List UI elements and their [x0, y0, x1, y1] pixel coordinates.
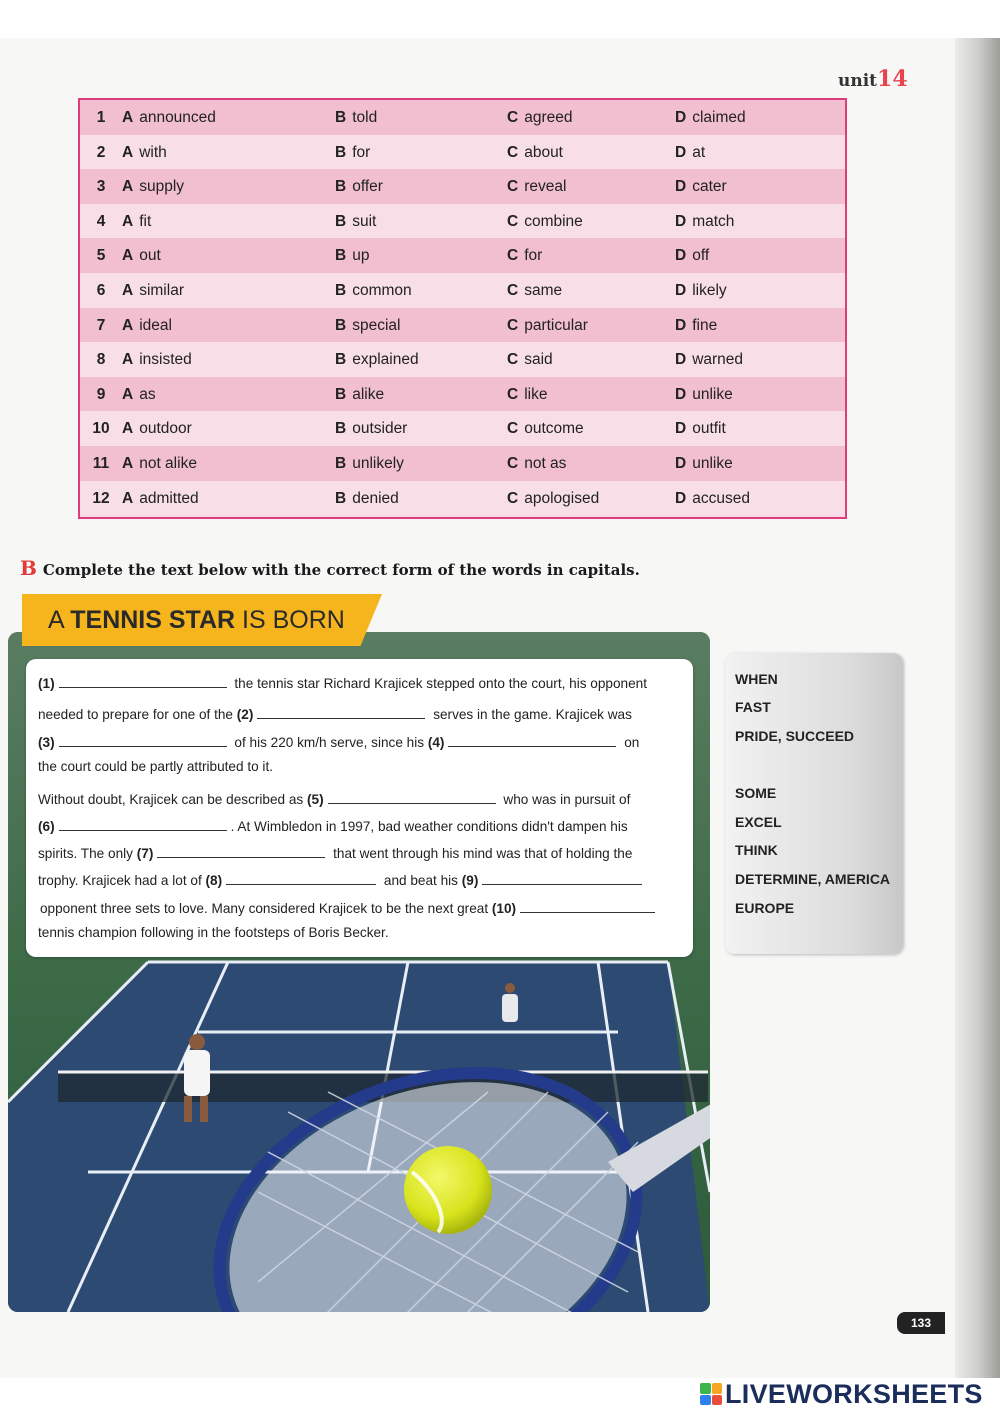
page-edge — [955, 38, 1000, 1378]
option-letter: D — [675, 281, 687, 299]
option-text: suit — [352, 212, 377, 230]
option-letter: A — [122, 351, 134, 369]
options-table — [78, 98, 847, 519]
option-choice[interactable] — [675, 213, 734, 231]
passage-box — [26, 659, 693, 957]
option-choice[interactable] — [122, 213, 151, 231]
gap-9-blank[interactable] — [482, 871, 642, 885]
passage-line-9 — [40, 899, 659, 916]
option-letter: D — [675, 178, 687, 196]
option-choice[interactable] — [507, 317, 588, 335]
option-choice[interactable] — [507, 213, 583, 231]
option-text: reveal — [524, 178, 567, 196]
option-letter: D — [675, 385, 687, 403]
option-letter: B — [335, 143, 347, 161]
option-choice[interactable] — [675, 455, 733, 473]
option-choice[interactable] — [122, 109, 216, 127]
gap-number-9: (9) — [461, 873, 479, 888]
option-letter: B — [335, 109, 347, 126]
option-choice[interactable] — [122, 282, 184, 300]
capital-word: DETERMINE, AMERICA — [735, 871, 891, 887]
capital-word: EXCEL — [735, 814, 782, 830]
passage-line-3 — [38, 733, 639, 750]
section-instruction: Complete the text below with the correct form of the words in capitals. — [42, 561, 640, 579]
option-letter: D — [675, 489, 687, 507]
option-letter: D — [675, 420, 687, 438]
option-choice[interactable] — [675, 282, 727, 300]
option-text: told — [352, 109, 378, 126]
option-choice[interactable] — [675, 144, 705, 162]
option-text: explained — [352, 351, 419, 369]
option-text: combine — [524, 212, 583, 230]
option-letter: C — [507, 420, 519, 438]
option-text: at — [692, 143, 706, 161]
option-text: warned — [692, 351, 744, 369]
gap-6-blank[interactable] — [59, 817, 227, 831]
option-choice[interactable] — [507, 282, 562, 300]
option-choice[interactable] — [675, 351, 743, 369]
option-choice[interactable] — [122, 178, 184, 196]
passage-text: and beat his — [383, 873, 458, 888]
option-text: about — [524, 143, 563, 161]
passage-line-10 — [38, 925, 389, 940]
passage-text: that went through his mind was that of holding the — [333, 846, 633, 861]
options-row — [80, 135, 845, 170]
option-text: alike — [352, 385, 385, 403]
option-letter: A — [122, 316, 134, 334]
gap-number-5: (5) — [307, 792, 324, 807]
option-letter: C — [507, 247, 519, 265]
section-letter: B — [20, 556, 37, 580]
option-text: as — [139, 385, 156, 403]
option-choice[interactable] — [122, 420, 192, 438]
question-number: 12 — [92, 489, 110, 507]
option-choice[interactable] — [507, 109, 572, 127]
gap-7-blank[interactable] — [157, 844, 325, 858]
logo-grid-icon — [700, 1383, 722, 1405]
question-number: 1 — [96, 109, 106, 126]
logo-text: LIVEWORKSHEETS — [725, 1378, 983, 1409]
question-number: 3 — [96, 178, 106, 196]
option-letter: A — [122, 489, 134, 507]
option-choice[interactable] — [675, 490, 750, 508]
option-choice[interactable] — [335, 386, 384, 404]
options-row — [80, 411, 845, 446]
option-choice[interactable] — [335, 144, 370, 162]
option-letter: D — [675, 454, 687, 472]
option-letter: D — [675, 109, 687, 126]
title-part-3: IS BORN — [242, 606, 345, 634]
option-letter: D — [675, 316, 687, 334]
option-text: outfit — [692, 420, 726, 438]
option-choice[interactable] — [335, 247, 369, 265]
option-letter: C — [507, 316, 519, 334]
option-text: agreed — [524, 109, 573, 126]
question-number: 11 — [92, 454, 110, 472]
option-text: admitted — [139, 489, 199, 507]
option-choice[interactable] — [335, 317, 400, 335]
option-letter: B — [335, 351, 347, 369]
option-text: cater — [692, 178, 727, 196]
option-choice[interactable] — [507, 144, 563, 162]
gap-number-7: (7) — [136, 846, 154, 861]
option-letter: D — [675, 247, 687, 265]
option-choice[interactable] — [507, 247, 542, 265]
option-choice[interactable] — [675, 178, 727, 196]
option-choice[interactable] — [335, 351, 419, 369]
passage-text: opponent three sets to love. Many considered Krajicek to be the next great — [40, 901, 489, 916]
gap-number-10: (10) — [491, 901, 517, 916]
question-number: 6 — [96, 281, 106, 299]
question-number: 7 — [96, 316, 106, 334]
option-letter: A — [122, 212, 134, 230]
option-letter: A — [122, 109, 134, 126]
option-choice[interactable] — [122, 351, 192, 369]
gap-number-3: (3) — [38, 735, 55, 750]
option-letter: C — [507, 454, 519, 472]
option-text: particular — [524, 316, 588, 334]
capital-word: PRIDE, SUCCEED — [735, 728, 855, 744]
option-letter: A — [122, 281, 134, 299]
question-number: 10 — [92, 420, 110, 438]
passage-line-7 — [38, 844, 632, 861]
option-text: announced — [139, 109, 216, 126]
passage-text: tennis champion following in the footsteps of Boris Becker. — [38, 925, 389, 940]
option-choice[interactable] — [122, 144, 167, 162]
option-choice[interactable] — [335, 109, 377, 127]
title-text — [48, 606, 345, 635]
option-text: unlike — [692, 385, 733, 403]
option-choice[interactable] — [335, 490, 399, 508]
option-letter: C — [507, 143, 519, 161]
passage-text: serves in the game. Krajicek was — [433, 707, 632, 722]
option-text: accused — [692, 489, 750, 507]
capital-word: FAST — [735, 699, 771, 715]
option-choice[interactable] — [122, 386, 156, 404]
option-choice[interactable] — [675, 386, 733, 404]
option-text: unlike — [692, 454, 733, 472]
option-choice[interactable] — [335, 455, 404, 473]
options-row — [80, 100, 845, 135]
option-choice[interactable] — [335, 213, 376, 231]
option-letter: C — [507, 385, 519, 403]
option-letter: C — [507, 281, 519, 299]
option-text: out — [139, 247, 161, 265]
gap-number-2: (2) — [236, 707, 254, 722]
option-choice[interactable] — [335, 282, 412, 300]
gap-4-blank[interactable] — [448, 733, 616, 747]
option-letter: B — [335, 385, 347, 403]
option-letter: A — [122, 178, 134, 196]
option-text: like — [524, 385, 548, 403]
option-text: with — [139, 143, 167, 161]
question-number: 4 — [96, 212, 106, 230]
options-row — [80, 204, 845, 239]
unit-prefix: unit — [838, 71, 878, 91]
passage-text: spirits. The only — [38, 846, 133, 861]
passage-text: the tennis star Richard Krajicek stepped onto the court, his opponent — [234, 676, 647, 691]
option-letter: C — [507, 489, 519, 507]
capital-word: SOME — [735, 785, 777, 801]
option-letter: B — [335, 316, 347, 334]
options-row — [80, 273, 845, 308]
option-choice[interactable] — [675, 247, 709, 265]
option-letter: B — [335, 212, 347, 230]
passage-text: on — [624, 735, 640, 750]
option-text: apologised — [524, 489, 600, 507]
passage-text: the court could be partly attributed to it. — [38, 759, 274, 774]
option-text: common — [352, 281, 412, 299]
options-row — [80, 481, 845, 516]
logo-square — [700, 1395, 711, 1406]
passage-line-1 — [38, 674, 647, 691]
option-letter: D — [675, 212, 687, 230]
option-letter: B — [335, 489, 347, 507]
option-choice[interactable] — [507, 386, 547, 404]
passage-text: . At Wimbledon in 1997, bad weather conditions didn't dampen his — [230, 819, 628, 834]
passage-line-4 — [38, 759, 273, 774]
option-letter: D — [675, 351, 687, 369]
options-row — [80, 169, 845, 204]
options-row — [80, 446, 845, 481]
option-letter: C — [507, 109, 519, 126]
option-text: similar — [139, 281, 184, 299]
logo-square — [712, 1383, 723, 1394]
unit-label — [838, 66, 908, 92]
option-letter: C — [507, 212, 519, 230]
gap-number-6: (6) — [38, 819, 55, 834]
option-choice[interactable] — [122, 317, 172, 335]
option-choice[interactable] — [507, 490, 599, 508]
option-letter: A — [122, 454, 134, 472]
gap-5-blank[interactable] — [328, 790, 496, 804]
option-text: for — [352, 143, 371, 161]
logo-square — [700, 1383, 711, 1394]
options-row — [80, 377, 845, 412]
option-text: outsider — [352, 420, 408, 438]
option-text: offer — [352, 178, 383, 196]
option-text: supply — [139, 178, 185, 196]
passage-text: of his 220 km/h serve, since his — [234, 735, 425, 750]
option-letter: B — [335, 420, 347, 438]
liveworksheets-logo[interactable] — [700, 1380, 983, 1408]
option-text: unlikely — [352, 454, 404, 472]
option-text: denied — [352, 489, 399, 507]
options-row — [80, 308, 845, 343]
option-letter: A — [122, 247, 134, 265]
options-row — [80, 238, 845, 273]
option-text: off — [692, 247, 710, 265]
title-part-2: TENNIS STAR — [70, 606, 236, 634]
question-number: 2 — [96, 143, 106, 161]
option-text: fine — [692, 316, 718, 334]
option-choice[interactable] — [122, 247, 161, 265]
option-text: outcome — [524, 420, 584, 438]
gap-1-blank[interactable] — [59, 674, 227, 688]
option-text: outdoor — [139, 420, 192, 438]
option-letter: D — [675, 143, 687, 161]
option-text: match — [692, 212, 735, 230]
option-letter: B — [335, 247, 347, 265]
option-text: for — [524, 247, 543, 265]
option-choice[interactable] — [507, 455, 566, 473]
option-text: fit — [139, 212, 152, 230]
passage-line-6 — [38, 817, 628, 834]
passage-text: trophy. Krajicek had a lot of — [38, 873, 202, 888]
gap-8-blank[interactable] — [226, 871, 376, 885]
option-choice[interactable] — [122, 455, 197, 473]
option-choice[interactable] — [507, 420, 584, 438]
option-choice[interactable] — [507, 351, 553, 369]
option-letter: B — [335, 178, 347, 196]
option-letter: A — [122, 385, 134, 403]
option-text: special — [352, 316, 401, 334]
unit-number: 14 — [877, 66, 908, 92]
option-text: ideal — [139, 316, 172, 334]
option-choice[interactable] — [507, 178, 566, 196]
passage-line-5 — [38, 790, 630, 807]
option-text: claimed — [692, 109, 746, 126]
passage-text: who was in pursuit of — [503, 792, 631, 807]
gap-3-blank[interactable] — [59, 733, 227, 747]
option-text: not as — [524, 454, 567, 472]
page-number: 133 — [897, 1312, 945, 1334]
option-choice[interactable] — [122, 490, 199, 508]
gap-number-4: (4) — [427, 735, 445, 750]
option-choice[interactable] — [675, 420, 726, 438]
title-part-1: A — [48, 606, 64, 634]
option-letter: C — [507, 178, 519, 196]
option-choice[interactable] — [335, 420, 407, 438]
gap-number-1: (1) — [38, 676, 55, 691]
option-text: not alike — [139, 454, 197, 472]
passage-line-8 — [38, 871, 646, 888]
passage-text: needed to prepare for one of the — [38, 707, 233, 722]
option-choice[interactable] — [675, 109, 746, 127]
option-letter: B — [335, 281, 347, 299]
question-number: 8 — [96, 351, 106, 369]
option-text: said — [524, 351, 553, 369]
capital-word: EUROPE — [735, 900, 795, 916]
options-row — [80, 342, 845, 377]
capital-word: WHEN — [735, 671, 778, 687]
option-letter: B — [335, 454, 347, 472]
question-number: 9 — [96, 385, 106, 403]
passage-text: Without doubt, Krajicek can be described as — [38, 792, 304, 807]
option-text: same — [524, 281, 563, 299]
option-letter: A — [122, 143, 134, 161]
question-number: 5 — [96, 247, 106, 265]
section-b-heading — [20, 556, 640, 580]
gap-2-blank[interactable] — [257, 705, 425, 719]
option-text: likely — [692, 281, 727, 299]
option-letter: A — [122, 420, 134, 438]
option-text: up — [352, 247, 370, 265]
logo-square — [712, 1395, 723, 1406]
capital-word: THINK — [735, 842, 778, 858]
option-text: insisted — [139, 351, 192, 369]
gap-number-8: (8) — [205, 873, 223, 888]
gap-10-blank[interactable] — [520, 899, 655, 913]
capitals-word-box — [725, 653, 903, 954]
passage-line-2 — [38, 705, 632, 722]
option-choice[interactable] — [335, 178, 383, 196]
option-letter: C — [507, 351, 519, 369]
option-choice[interactable] — [675, 317, 717, 335]
